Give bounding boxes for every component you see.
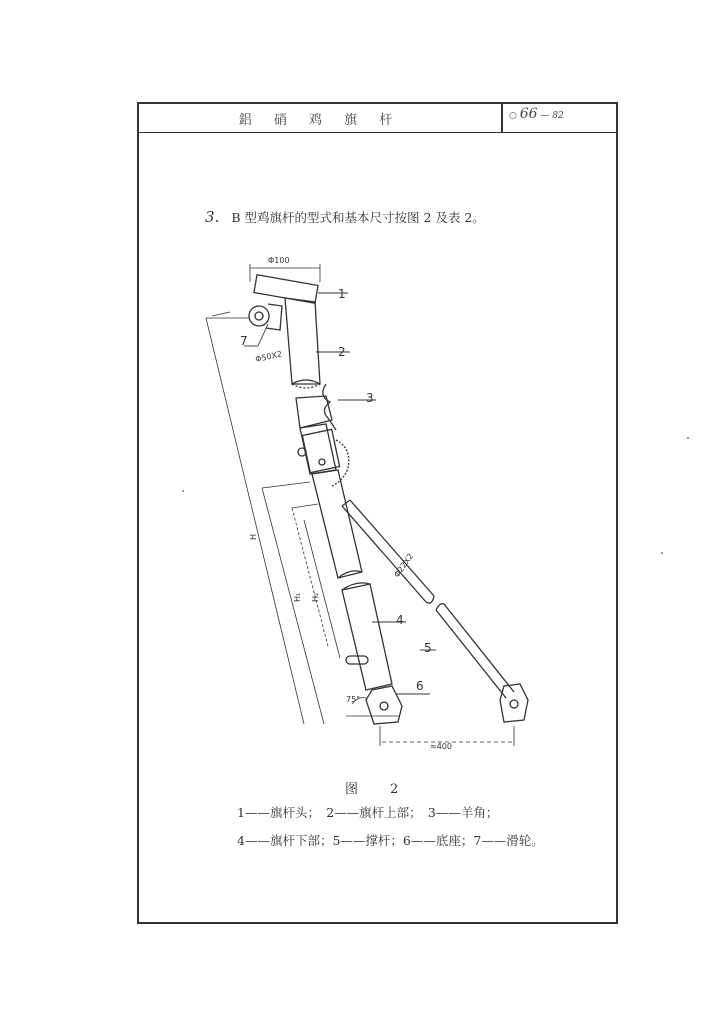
dim-head-diameter: Φ100 [268,256,290,265]
part-label-7: 7 [240,334,248,348]
horn-cleat [296,384,336,430]
section-number: 3. [205,208,220,226]
document-code-number: 66 [519,106,538,122]
figure-legend-line-2: 4——旗杆下部；5——撑杆；6——底座；7——滑轮。 [237,833,544,848]
part-label-3: 3 [366,391,374,405]
dim-strut-pipe: Φ22X2 [392,551,416,580]
part-label-2: 2 [338,345,346,359]
scan-speck [661,552,663,554]
strut [342,500,514,698]
pole-base [346,686,402,724]
document-title: 鋁 硝 鸡 旗 杆 [238,113,402,128]
document-code: ○ 66 — 82 [509,106,564,122]
pulley [249,304,282,330]
dim-base-span: ≈400 [430,742,452,751]
section-text: B 型鸡旗杆的型式和基本尺寸按图 2 及表 2。 [231,210,485,225]
lower-pole [342,583,392,690]
dim-pipe: Φ50X2 [254,349,283,364]
scan-speck [687,437,689,439]
part-label-4: 4 [396,613,404,627]
dim-height-1: H₁ [293,592,302,602]
dimension-lines [206,312,514,746]
figure-caption: 图 2 [345,782,401,797]
part-label-1: 1 [338,287,346,301]
upper-pole [285,298,320,388]
dim-height-total: H [249,533,258,540]
scan-speck [182,490,184,492]
part-label-5: 5 [424,641,432,655]
part-label-6: 6 [416,679,424,693]
strut-foot [500,684,528,722]
figure-legend-line-1: 1——旗杆头； 2——旗杆上部； 3——羊角； [237,805,499,820]
dim-height-2: H₂ [311,592,320,602]
middle-pole [298,424,362,578]
dim-angle: 75° [346,695,361,704]
